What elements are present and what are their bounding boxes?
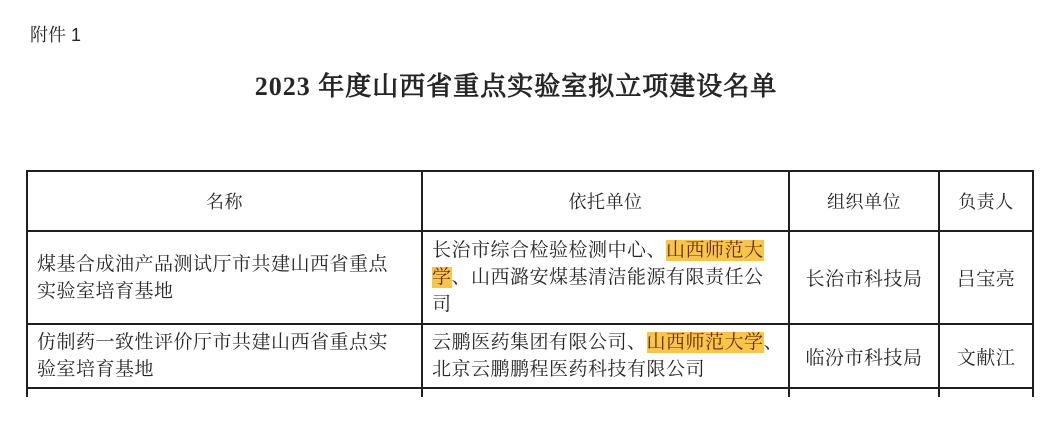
cell-organizer: 临汾市科技局 xyxy=(789,324,939,388)
text-line xyxy=(432,356,782,383)
header-organizer: 组织单位 xyxy=(789,171,939,231)
text-segment: 、 xyxy=(763,332,784,353)
text-line xyxy=(432,329,782,356)
cell-leader: 吕宝亮 xyxy=(939,231,1033,324)
text-line xyxy=(37,278,415,305)
cell-lab-name xyxy=(27,231,422,324)
cutoff-cell xyxy=(27,388,422,397)
text-line xyxy=(432,237,782,264)
table-row xyxy=(27,324,1033,388)
text-segment: 、山西潞安煤基清洁能源有限责任公 xyxy=(451,267,764,288)
highlighted-text: 山西师范大 xyxy=(666,240,764,261)
header-leader: 负责人 xyxy=(939,171,1033,231)
cutoff-cell xyxy=(422,388,789,397)
text-segment: 实验室培育基地 xyxy=(37,280,174,302)
highlighted-text: 山西师范大学 xyxy=(646,332,764,353)
text-segment: 仿制药一致性评价厅市共建山西省重点实 xyxy=(37,332,389,353)
text-line xyxy=(37,251,415,278)
lab-project-table xyxy=(26,170,1034,397)
highlighted-text: 学 xyxy=(432,267,452,288)
header-supporting-unit: 依托单位 xyxy=(422,171,789,231)
table-header-row xyxy=(27,171,1033,231)
cell-leader: 文献江 xyxy=(939,324,1033,388)
cell-lab-name xyxy=(27,324,422,388)
cell-supporting-units xyxy=(422,324,789,388)
text-segment: 司 xyxy=(432,294,452,315)
text-segment: 北京云鹏鹏程医药科技有限公司 xyxy=(432,359,706,380)
text-line xyxy=(432,291,782,318)
table-row-cutoff xyxy=(27,388,1033,397)
text-segment: 验室培育基地 xyxy=(37,359,155,380)
text-line xyxy=(37,356,415,383)
cell-supporting-units xyxy=(422,231,789,324)
cell-organizer: 长治市科技局 xyxy=(789,231,939,324)
text-line xyxy=(432,264,782,291)
text-line xyxy=(37,329,415,356)
attachment-label: 附件 1 xyxy=(30,25,82,45)
header-name: 名称 xyxy=(27,171,422,231)
text-segment: 煤基合成油产品测试厅市共建山西省重点 xyxy=(37,253,389,275)
text-segment: 长治市综合检验检测中心、 xyxy=(432,240,667,261)
table-row xyxy=(27,231,1033,324)
cutoff-cell xyxy=(939,388,1033,397)
page-title: 2023 年度山西省重点实验室拟立项建设名单 xyxy=(254,72,778,101)
cutoff-cell xyxy=(789,388,939,397)
text-segment: 云鹏医药集团有限公司、 xyxy=(432,332,647,353)
